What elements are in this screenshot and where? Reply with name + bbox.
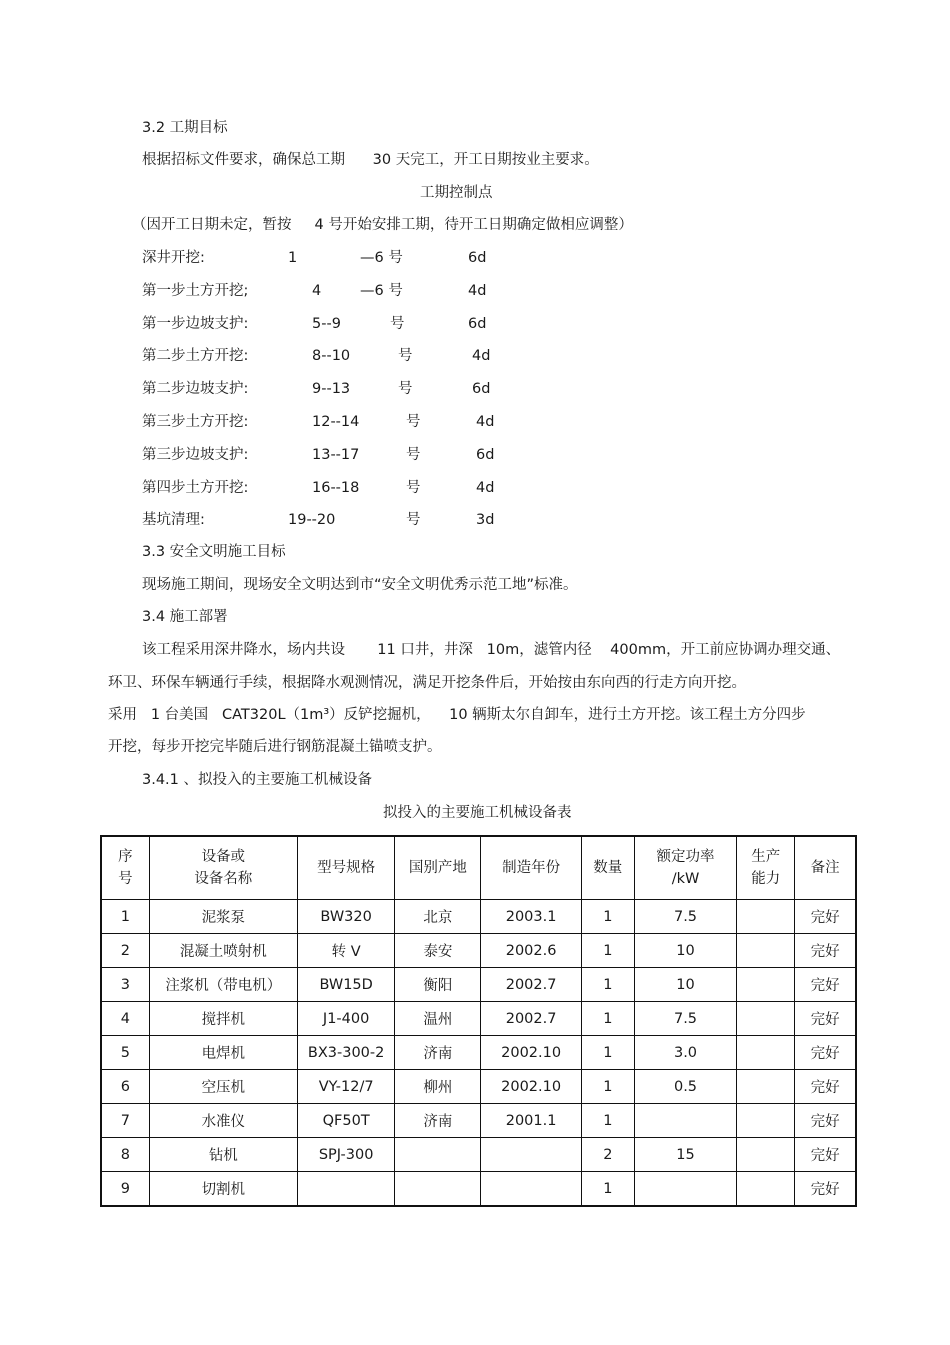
table-header-cell — [795, 836, 856, 900]
table-cell: 2003.1 — [481, 900, 581, 934]
table-cell: 泰安 — [395, 934, 481, 968]
table-cell: 混凝土喷射机 — [149, 934, 297, 968]
table-cell — [737, 1104, 795, 1138]
table-cell: 水准仪 — [149, 1104, 297, 1138]
table-header-cell — [481, 836, 581, 900]
table-cell: 1 — [581, 968, 634, 1002]
table-cell: SPJ-300 — [298, 1138, 395, 1172]
table-cell: 2002.7 — [481, 968, 581, 1002]
table-header-text: 制造年份 — [502, 860, 561, 876]
table-cell: 完好 — [795, 1070, 856, 1104]
table-cell: 1 — [581, 1172, 634, 1207]
table-cell: 切割机 — [149, 1172, 297, 1207]
table-cell: 搅拌机 — [149, 1002, 297, 1036]
table-cell: 15 — [634, 1138, 736, 1172]
table-cell: 2002.10 — [481, 1070, 581, 1104]
table-cell: 电焊机 — [149, 1036, 297, 1070]
table-cell: 3.0 — [634, 1036, 736, 1070]
table-cell: 6 — [101, 1070, 149, 1104]
schedule-duration: 6d — [476, 447, 495, 463]
table-cell: 8 — [101, 1138, 149, 1172]
table-cell: 完好 — [795, 1036, 856, 1070]
table-row — [101, 900, 856, 934]
table-cell: 钻机 — [149, 1138, 297, 1172]
table-cell: BX3-300-2 — [298, 1036, 395, 1070]
schedule-unit: 号 — [406, 414, 421, 430]
table-cell: 转 V — [298, 934, 395, 968]
schedule-title: 工期控制点 — [420, 185, 493, 201]
table-row — [101, 1002, 856, 1036]
schedule-task: 基坑清理: — [142, 512, 205, 528]
table-header-text: 国别产地 — [408, 860, 467, 876]
schedule-duration: 4d — [468, 283, 487, 299]
table-cell — [737, 900, 795, 934]
table-header-text: 能力 — [751, 871, 781, 887]
table-cell: 空压机 — [149, 1070, 297, 1104]
table-row — [101, 1172, 856, 1207]
table-header-cell — [298, 836, 395, 900]
table-cell — [737, 1172, 795, 1207]
table-cell: 1 — [101, 900, 149, 934]
table-cell: 完好 — [795, 1002, 856, 1036]
table-title: 拟投入的主要施工机械设备表 — [383, 805, 572, 821]
table-cell: 0.5 — [634, 1070, 736, 1104]
table-cell: VY-12/7 — [298, 1070, 395, 1104]
table-header-cell — [737, 836, 795, 900]
table-row — [101, 1070, 856, 1104]
table-cell: 1 — [581, 900, 634, 934]
table-cell: 10 — [634, 934, 736, 968]
table-header-text: 生产 — [751, 849, 781, 865]
table-cell — [395, 1172, 481, 1207]
table-header-text: 序 — [118, 849, 133, 865]
table-cell: 完好 — [795, 968, 856, 1002]
schedule-task: 第三步土方开挖: — [142, 414, 249, 430]
schedule-task: 第二步土方开挖: — [142, 348, 249, 364]
table-cell: 泥浆泵 — [149, 900, 297, 934]
table-cell: BW320 — [298, 900, 395, 934]
schedule-task: 第四步土方开挖: — [142, 480, 249, 496]
table-header-text: 额定功率 — [656, 849, 715, 865]
schedule-duration: 6d — [468, 316, 487, 332]
table-cell: 7.5 — [634, 1002, 736, 1036]
table-header-text: 数量 — [593, 860, 623, 876]
table-cell — [634, 1104, 736, 1138]
table-cell: 2 — [101, 934, 149, 968]
table-cell: 衡阳 — [395, 968, 481, 1002]
table-cell — [481, 1138, 581, 1172]
table-cell: 2002.6 — [481, 934, 581, 968]
schedule-unit: —6 号 — [360, 283, 403, 299]
table-cell: 5 — [101, 1036, 149, 1070]
schedule-days: 9--13 — [312, 381, 351, 397]
schedule-task: 第一步土方开挖; — [142, 283, 249, 299]
table-cell: 2002.7 — [481, 1002, 581, 1036]
table-header-cell — [395, 836, 481, 900]
table-header-row — [101, 836, 856, 900]
schedule-task: 第三步边坡支护: — [142, 447, 249, 463]
table-cell: 2 — [581, 1138, 634, 1172]
table-header-text: 型号规格 — [317, 860, 376, 876]
section-3-2-text: 根据招标文件要求，确保总工期 30 天完工，开工日期按业主要求。 — [142, 152, 599, 168]
table-header-text: 备注 — [810, 860, 840, 876]
schedule-unit: 号 — [398, 381, 413, 397]
table-row — [101, 1138, 856, 1172]
table-cell: 1 — [581, 934, 634, 968]
equipment-table — [100, 835, 857, 1207]
schedule-task: 第二步边坡支护: — [142, 381, 249, 397]
table-cell — [737, 1138, 795, 1172]
table-cell: 温州 — [395, 1002, 481, 1036]
schedule-unit: —6 号 — [360, 250, 403, 266]
table-cell: 4 — [101, 1002, 149, 1036]
table-cell: 完好 — [795, 934, 856, 968]
table-cell: 完好 — [795, 1138, 856, 1172]
schedule-duration: 6d — [468, 250, 487, 266]
table-cell — [481, 1172, 581, 1207]
schedule-task: 深井开挖: — [142, 250, 205, 266]
schedule-unit: 号 — [390, 316, 405, 332]
schedule-duration: 3d — [476, 512, 495, 528]
table-cell: 济南 — [395, 1036, 481, 1070]
schedule-days: 8--10 — [312, 348, 351, 364]
table-cell — [395, 1138, 481, 1172]
section-3-3-text: 现场施工期间，现场安全文明达到市“安全文明优秀示范工地”标准。 — [142, 577, 578, 593]
section-3-3-heading: 3.3 安全文明施工目标 — [142, 544, 286, 560]
table-cell: 完好 — [795, 1104, 856, 1138]
table-cell — [634, 1172, 736, 1207]
table-header-cell — [149, 836, 297, 900]
schedule-unit: 号 — [406, 447, 421, 463]
table-header-cell — [581, 836, 634, 900]
table-cell: 1 — [581, 1104, 634, 1138]
table-cell: 10 — [634, 968, 736, 1002]
table-cell: 2001.1 — [481, 1104, 581, 1138]
table-cell: 完好 — [795, 900, 856, 934]
table-cell — [737, 1036, 795, 1070]
schedule-days: 16--18 — [312, 480, 360, 496]
table-header-text: 设备或 — [201, 849, 246, 865]
schedule-days: 1 — [288, 250, 298, 266]
schedule-unit: 号 — [406, 512, 421, 528]
table-cell: 9 — [101, 1172, 149, 1207]
schedule-days: 13--17 — [312, 447, 360, 463]
table-cell: 1 — [581, 1002, 634, 1036]
table-cell: 1 — [581, 1070, 634, 1104]
table-cell: QF50T — [298, 1104, 395, 1138]
schedule-duration: 4d — [472, 348, 491, 364]
table-cell: 7 — [101, 1104, 149, 1138]
table-cell — [737, 1002, 795, 1036]
section-3-4-heading: 3.4 施工部署 — [142, 609, 228, 625]
table-header-cell — [634, 836, 736, 900]
schedule-unit: 号 — [406, 480, 421, 496]
table-cell: 2002.10 — [481, 1036, 581, 1070]
table-header-text: 号 — [118, 871, 133, 887]
table-row — [101, 968, 856, 1002]
section-3-4-line-1: 该工程采用深井降水，场内共设 11 口井，井深 10m，滤管内径 400mm，开工前应协调办理交通、 — [142, 642, 841, 658]
table-row — [101, 1036, 856, 1070]
table-cell — [737, 934, 795, 968]
schedule-days: 12--14 — [312, 414, 360, 430]
table-row — [101, 1104, 856, 1138]
table-cell: 3 — [101, 968, 149, 1002]
schedule-duration: 4d — [476, 414, 495, 430]
table-cell: 1 — [581, 1036, 634, 1070]
table-cell — [298, 1172, 395, 1207]
table-row — [101, 934, 856, 968]
table-body — [101, 900, 856, 1207]
table-cell: 柳州 — [395, 1070, 481, 1104]
schedule-duration: 6d — [472, 381, 491, 397]
table-cell: 注浆机（带电机） — [149, 968, 297, 1002]
table-header-text: /kW — [671, 871, 700, 887]
schedule-days: 19--20 — [288, 512, 336, 528]
section-3-4-1-heading: 3.4.1 、拟投入的主要施工机械设备 — [142, 772, 373, 788]
table-header-text: 设备名称 — [194, 871, 253, 887]
schedule-task: 第一步边坡支护: — [142, 316, 249, 332]
table-cell: 7.5 — [634, 900, 736, 934]
table-cell: 完好 — [795, 1172, 856, 1207]
section-3-4-line-4: 开挖，每步开挖完毕随后进行钢筋混凝土锚喷支护。 — [108, 739, 442, 755]
table-cell — [737, 1070, 795, 1104]
section-3-2-heading: 3.2 工期目标 — [142, 120, 228, 136]
schedule-duration: 4d — [476, 480, 495, 496]
schedule-days: 4 — [312, 283, 322, 299]
table-cell: 北京 — [395, 900, 481, 934]
schedule-note: （因开工日期未定，暂按 4 号开始安排工期，待开工日期确定做相应调整） — [132, 217, 633, 233]
table-cell: BW15D — [298, 968, 395, 1002]
table-cell: J1-400 — [298, 1002, 395, 1036]
schedule-unit: 号 — [398, 348, 413, 364]
section-3-4-line-2: 环卫、环保车辆通行手续，根据降水观测情况，满足开挖条件后，开始按由东向西的行走方向开挖。 — [108, 675, 746, 691]
table-cell — [737, 968, 795, 1002]
table-cell: 济南 — [395, 1104, 481, 1138]
schedule-days: 5--9 — [312, 316, 341, 332]
section-3-4-line-3: 采用 1 台美国 CAT320L（1m³）反铲挖掘机， 10 辆斯太尔自卸车，进行土方开挖。该工程土方分四步 — [108, 707, 806, 723]
table-header-cell — [101, 836, 149, 900]
